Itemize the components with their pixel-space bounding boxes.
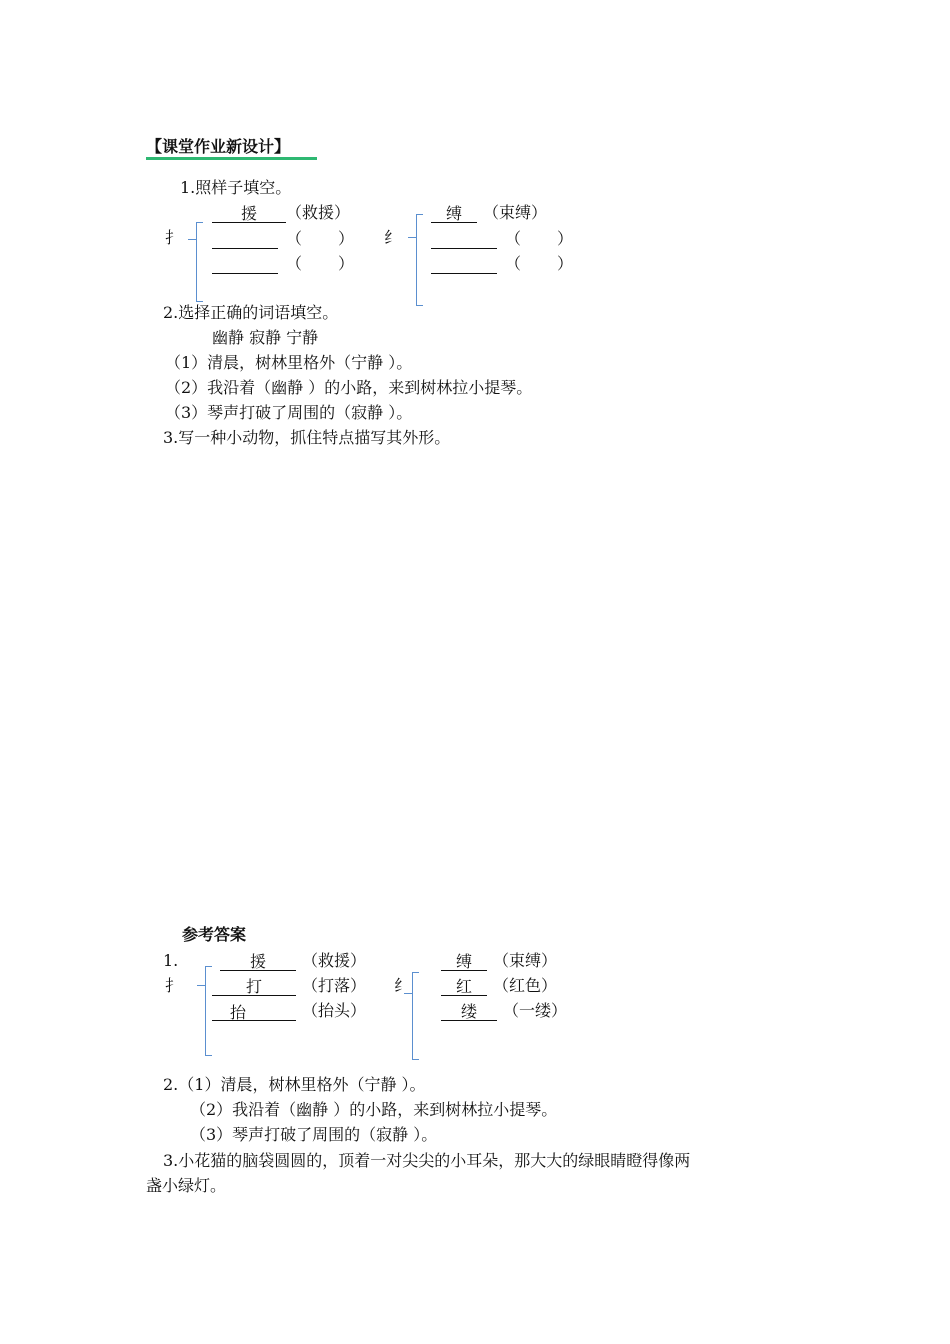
q1-right-example-char: 缚 [431, 206, 477, 223]
q1-left-blank-2[interactable] [212, 232, 278, 249]
q1-left-row-2: （ ） [212, 229, 354, 249]
q1-left-example-char: 援 [212, 206, 286, 223]
q1-right-radical: 纟 [384, 228, 401, 247]
answers-title: 参考答案 [182, 925, 247, 944]
q1-left-row-3: （ ） [212, 254, 354, 274]
answers-q2-item-3: （3）琴声打破了周围的（寂静 ）。 [190, 1125, 438, 1144]
section-title: 【课堂作业新设计】 [146, 137, 291, 156]
title-underline [146, 157, 317, 160]
q1-right-row-2: （ ） [431, 229, 573, 249]
answers-left-brace [205, 966, 212, 1056]
answers-left-row-2: 打 （打落） [212, 976, 366, 996]
q1-left-example [212, 203, 350, 223]
q1-left-blank-3[interactable] [212, 257, 278, 274]
q1-right-row-3: （ ） [431, 254, 573, 274]
answers-right-brace [412, 972, 419, 1060]
answers-q3-line-1: 3.小花猫的脑袋圆圆的，顶着一对尖尖的小耳朵，那大大的绿眼睛瞪得像两 [163, 1151, 691, 1170]
q1-left-example-word: （救援） [286, 203, 351, 222]
answers-right-row-3: 缕 （一缕） [441, 1001, 567, 1021]
answers-right-radical: 纟 [394, 976, 411, 995]
q1-left-radical: 扌 [165, 228, 182, 247]
q1-label: 1.照样子填空。 [180, 178, 292, 197]
answers-left-row-1: 援 （救援） [220, 951, 366, 971]
answers-q2-item-1: 2.（1）清晨，树林里格外（宁静 ）。 [163, 1075, 426, 1094]
answers-right-row-1: 缚 （束缚） [441, 951, 557, 971]
q1-right-blank-3[interactable] [431, 257, 497, 274]
q2-options: 幽静 寂静 宁静 [212, 328, 319, 347]
answers-q2-item-2: （2）我沿着（幽静 ）的小路，来到树林拉小提琴。 [190, 1100, 558, 1119]
q1-right-example-word: （束缚） [483, 203, 548, 222]
q2-item-3: （3）琴声打破了周围的（寂静 ）。 [165, 403, 413, 422]
answers-q1-number: 1. [163, 951, 179, 970]
q1-right-blank-2[interactable] [431, 232, 497, 249]
q2-label: 2.选择正确的词语填空。 [163, 303, 339, 322]
q1-left-brace [196, 222, 203, 302]
q1-right-brace [416, 214, 423, 306]
answers-right-row-2: 红 （红色） [441, 976, 557, 996]
q1-right-example [431, 203, 547, 223]
q2-item-1: （1）清晨，树林里格外（宁静 ）。 [165, 353, 413, 372]
q2-item-2: （2）我沿着（幽静 ）的小路，来到树林拉小提琴。 [165, 378, 533, 397]
q3-label: 3.写一种小动物，抓住特点描写其外形。 [163, 428, 451, 447]
answers-left-radical: 扌 [165, 976, 182, 995]
answers-q3-line-2: 盏小绿灯。 [146, 1176, 227, 1195]
answers-left-row-3: 抬 （抬头） [212, 1001, 366, 1021]
